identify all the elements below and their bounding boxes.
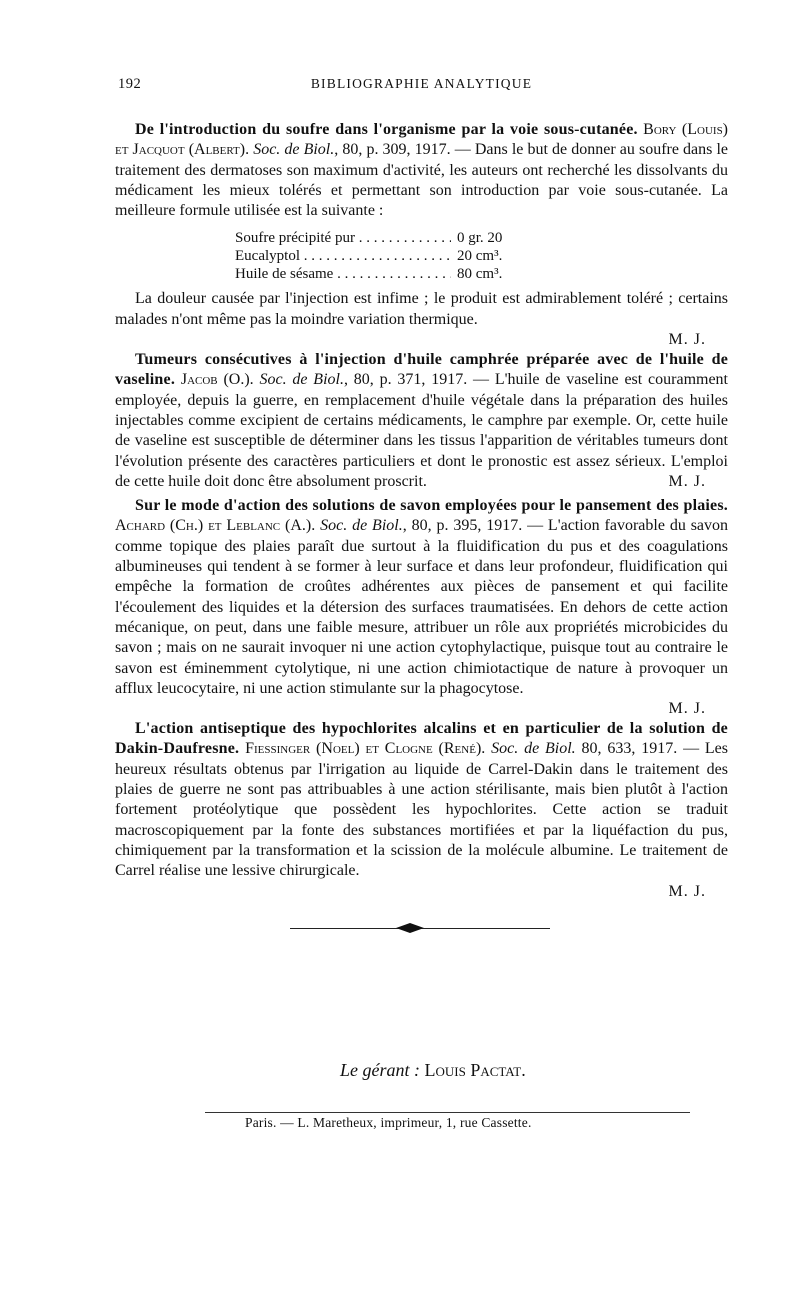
article-body-2: La douleur causée par l'injection est infime ; le produit est admirablement toléré ; certains malades n'ont même pas la moindre variation thermique. <box>115 290 728 328</box>
formula-row <box>235 229 525 247</box>
article-journal: Soc. de Biol. <box>259 371 344 389</box>
article-4 <box>115 719 728 901</box>
formula-qty: 80 cm³. <box>457 266 503 283</box>
formula-qty: 20 cm³. <box>457 248 503 265</box>
article-title: Tumeurs consécutives à l'injection d'huile camphrée préparée avec de l'huile de vaseline. <box>115 351 728 389</box>
article-signature: M. J. <box>668 331 706 349</box>
formula-row <box>235 265 525 283</box>
article-signature: M. J. <box>668 882 706 900</box>
article-journal: Soc. de Biol. <box>320 517 403 535</box>
article-1 <box>115 120 728 350</box>
article-body: — L'action favorable du savon comme topique des plaies paraît due surtout à la fluidification du pus et des coagulations albumineuses qui tendent à se former à leur surface et dans leur profondeur, fluidification qui empêche la formation de croûtes adhérentes aux pièces de pansement et qui facilite l'écoulement des liquides et la détersion des surfaces traumatisées. En dehors de cette action mécanique, on peut, dans une faible mesure, attribuer un rôle aux propriétés microbicides du savon ; mais on ne saurait invoquer ni une action cytophylactique, puisque tout au contraire le savon est éminemment cytolytique, ni une action chimiotactique de nature à provoquer un afflux leucocytaire, ni une action stimulante sur la phagocytose. <box>115 517 729 697</box>
article-title: Sur le mode d'action des solutions de savon employées pour le pansement des plaies. <box>135 497 728 515</box>
article-citation: , 80, p. 309, 1917. <box>334 141 451 159</box>
formula-item: Eucalyptol . . . <box>235 247 451 265</box>
gerant-line <box>340 1060 526 1081</box>
formula-item: Soufre précipité pur . . . <box>235 229 451 247</box>
article-journal: Soc. de Biol. <box>253 141 335 159</box>
running-title: BIBLIOGRAPHIE ANALYTIQUE <box>310 76 533 91</box>
article-authors: Achard (Ch.) et Leblanc (A.). <box>115 517 316 535</box>
article-body: — L'huile de vaseline est couramment employée, depuis la guerre, en remplacement d'huile végétale dans la préparation des huiles injectables comme excipient de certains médicaments, le camphre par exemple. Or, cette huile de vaseline est susceptible de déterminer dans les tissus l'apparition de véritables tumeurs dont l'évolution présente des caractères particuliers et dont le pronostic est assez sérieux. L'emploi de cette huile doit donc être absolument proscrit. <box>115 371 729 490</box>
article-authors: Fiessinger (Noel) et Clogne (René). <box>245 740 486 758</box>
article-body: — Dans le but de donner au soufre dans le traitement des dermatoses son maximum d'activité, les auteurs ont recherché les dissolvants du médicament les mieux tolérés et permettant son introduction par voie sous-cutanée. La meilleure formule utilisée est la suivante : <box>115 141 729 220</box>
article-signature: M. J. <box>668 700 706 718</box>
article-3 <box>115 496 728 719</box>
formula-row <box>235 247 525 265</box>
page-content <box>115 76 728 929</box>
page-number: 192 <box>118 76 142 92</box>
printer-footer: Paris. — L. Maretheux, imprimeur, 1, rue Cassette. <box>245 1115 532 1130</box>
article-citation: , 80, p. 395, 1917. <box>402 517 523 535</box>
article-citation: 80, 633, 1917. <box>575 740 678 758</box>
article-authors: Bory (Louis) et Jacquot (Albert). <box>115 121 729 159</box>
article-2 <box>115 350 728 492</box>
ornamental-rule <box>290 928 550 929</box>
article-title: L'action antiseptique des hypochlorites alcalins et en particulier de la solution de Dakin-Daufresne. <box>115 720 728 758</box>
article-title: De l'introduction du soufre dans l'organisme par la voie sous-cutanée. <box>135 121 638 138</box>
gerant-label: Le gérant : <box>340 1060 420 1080</box>
article-signature: M. J. <box>668 473 706 491</box>
gerant-name: Louis Pactat. <box>424 1060 526 1080</box>
footer-divider <box>205 1112 690 1113</box>
ornament-left <box>396 923 410 933</box>
formula-item: Huile de sésame . . . <box>235 265 451 283</box>
formula-qty: 0 gr. 20 <box>457 230 503 247</box>
formula-table <box>235 229 728 283</box>
article-journal: Soc. de Biol. <box>491 740 576 758</box>
article-body: — Les heureux résultats obtenus par l'irrigation au liquide de Carrel-Dakin dans le traitement des plaies de guerre ne sont pas attribuables à une action stérilisante, mais bien plutôt à l'action fortement protéolytique que possèdent les hypochlorites. Cette action se traduit macroscopiquement par la fonte des substances mortifiées et par la liquéfaction du pus, chimiquement par la transformation et la scission de la molécule albumine. Le traitement de Carrel réalise une lessive chirurgicale. <box>115 740 729 880</box>
article-citation: , 80, p. 371, 1917. <box>343 371 468 389</box>
page-header <box>115 76 728 98</box>
ornament-right <box>410 923 424 933</box>
article-authors: Jacob (O.). <box>180 371 254 389</box>
